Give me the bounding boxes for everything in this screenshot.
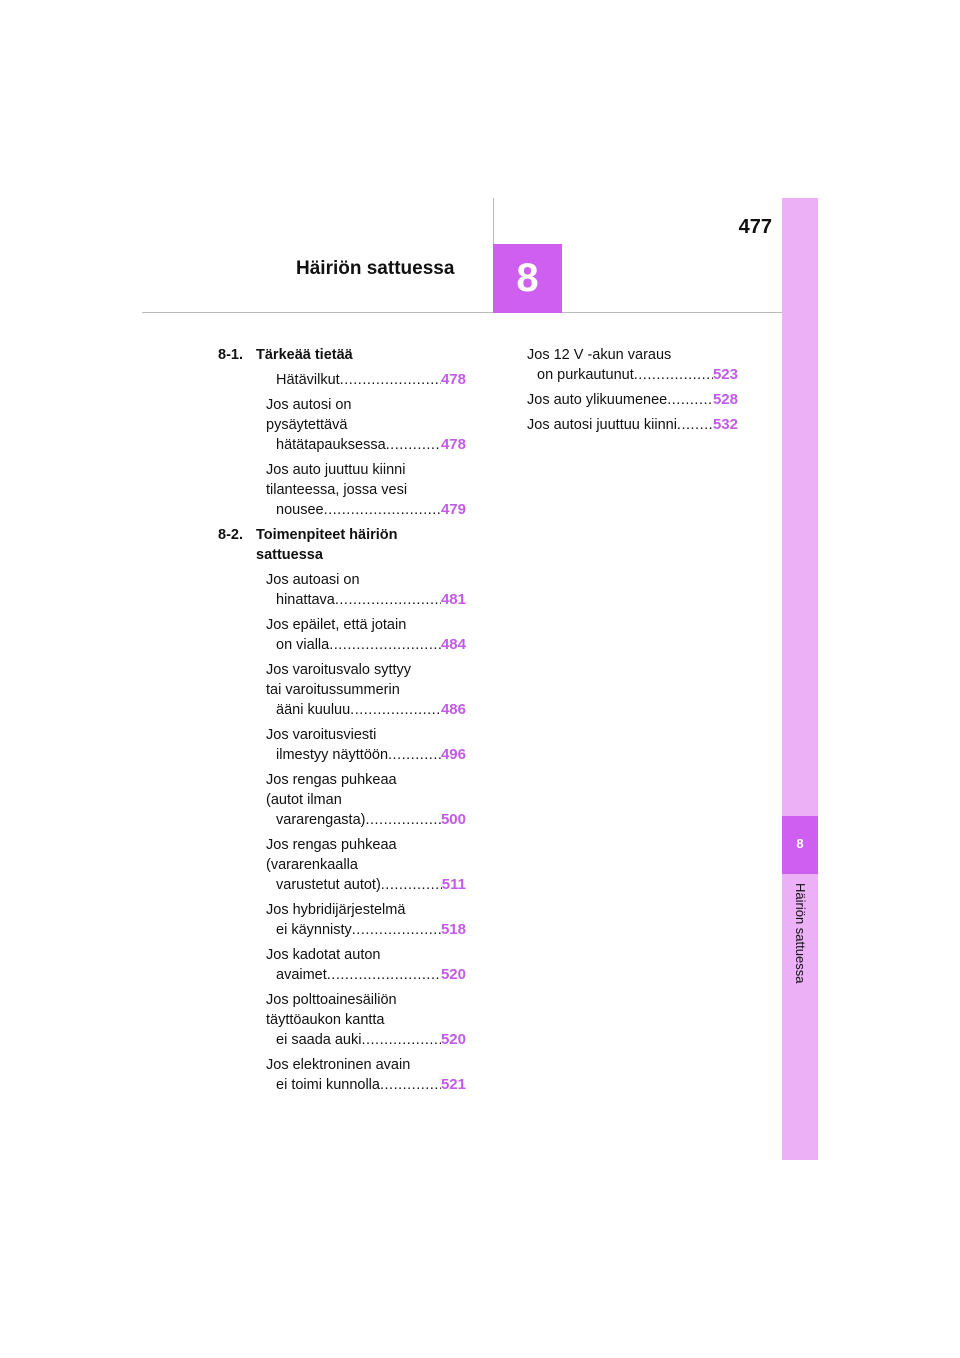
page-reference-link[interactable]: 520 [440,1031,466,1048]
side-tab-number: 8 [796,836,804,851]
toc-entry-last-line [527,365,738,385]
toc-entry[interactable] [218,725,466,765]
dot-leader [380,1075,441,1095]
toc-entry[interactable] [218,570,466,610]
toc-entry-text: ei käynnisty [276,922,352,938]
toc-entry-text: Jos autosi juuttuu kiinni [527,417,677,433]
toc-entry-last-line [266,590,466,610]
toc-entry-text: on purkautunut [537,367,634,383]
chapter-title: Häiriön sattuessa [296,258,455,279]
dot-leader [677,415,713,435]
page-reference-link[interactable]: 478 [440,371,466,388]
toc-entry-last-line [266,875,466,895]
toc-entry[interactable] [218,660,466,720]
toc-entry-title [266,615,466,635]
page-reference-link[interactable]: 478 [440,436,466,453]
toc-entry[interactable] [218,395,466,455]
chapter-number-box: 8 [493,244,562,313]
toc-right-column [527,345,738,440]
toc-entry-title [266,990,466,1030]
toc-entry-line: Jos autosi on [266,397,352,413]
side-tab-label: Häiriön sattuessa [793,883,808,984]
toc-section-heading [218,345,466,365]
toc-entry-text: on vialla [276,637,330,653]
toc-entry-text: ilmestyy näyttöön [276,747,389,763]
toc-entry-line: (vararenkaalla [266,857,358,873]
dot-leader [327,965,441,985]
dot-leader [365,810,441,830]
toc-entry-title [266,570,466,590]
toc-entry-line: Jos rengas puhkeaa [266,772,397,788]
side-tab-chapter-marker[interactable] [782,816,818,874]
toc-entry-title [266,835,466,875]
dot-leader [388,745,441,765]
toc-entry-last-line [266,500,466,520]
page-reference-link[interactable]: 496 [440,746,466,763]
toc-entry-last-line [266,920,466,940]
toc-entry-text: avaimet [276,967,327,983]
dot-leader [350,700,441,720]
toc-entry-line: Jos 12 V -akun varaus [527,347,672,363]
toc-entry[interactable] [218,770,466,830]
page-reference-link[interactable]: 484 [440,636,466,653]
toc-entry-last-line [527,415,738,435]
toc-entry-last-line [266,370,466,390]
toc-entry-line: Jos polttoainesäiliön [266,992,397,1008]
page-reference-link[interactable]: 481 [440,591,466,608]
toc-entry-line: Jos kadotat auton [266,947,381,963]
toc-entry-title [527,345,738,365]
toc-entry-line: Jos elektroninen avain [266,1057,411,1073]
toc-entry-text: hinattava [276,592,335,608]
dot-leader [381,875,442,895]
page-reference-link[interactable]: 520 [440,966,466,983]
page-reference-link[interactable]: 511 [441,876,466,893]
toc-entry-last-line [266,965,466,985]
toc-entry-line: Jos auto juuttuu kiinni [266,462,406,478]
toc-entry-last-line [266,635,466,655]
toc-entry-line: Jos autoasi on [266,572,360,588]
toc-entry-last-line [266,1030,466,1050]
toc-entry-last-line [266,435,466,455]
toc-entry[interactable] [527,345,738,385]
toc-entry-last-line [266,1075,466,1095]
dot-leader [324,500,441,520]
toc-entry[interactable] [218,990,466,1050]
toc-entry-line: Jos epäilet, että jotain [266,617,407,633]
toc-entry-line: tai varoitussummerin [266,682,400,698]
toc-entry-last-line [266,810,466,830]
toc-entry[interactable] [218,460,466,520]
toc-entry[interactable] [218,900,466,940]
dot-leader [634,365,713,385]
toc-entry[interactable] [218,615,466,655]
toc-entry-title [266,660,466,700]
toc-entry-title [266,1055,466,1075]
side-tab-strip [782,198,818,1160]
toc-entry[interactable] [218,835,466,895]
toc-entry-line: Jos varoitusviesti [266,727,377,743]
page-reference-link[interactable]: 532 [712,416,738,433]
page-reference-link[interactable]: 523 [712,366,738,383]
toc-entry-title [266,725,466,745]
toc-entry-line: täyttöaukon kantta [266,1012,385,1028]
toc-entry-text: vararengasta) [276,812,366,828]
toc-entry-last-line [266,700,466,720]
toc-entry[interactable] [218,1055,466,1095]
toc-entry-text: ei toimi kunnolla [276,1077,380,1093]
toc-entry-line: tilanteessa, jossa vesi [266,482,408,498]
toc-section-title-line: sattuessa [256,547,323,563]
toc-entry-line: pysäytettävä [266,417,348,433]
toc-entry-text: hätätapauksessa [276,437,386,453]
dot-leader [667,390,713,410]
dot-leader [340,370,441,390]
toc-entry-title [266,900,466,920]
page-reference-link[interactable]: 479 [440,501,466,518]
toc-entry-text: ei saada auki [276,1032,362,1048]
toc-entry-title [266,945,466,965]
page-reference-link[interactable]: 486 [440,701,466,718]
toc-entry-last-line [266,745,466,765]
toc-entry[interactable] [527,390,738,410]
dot-leader [352,920,441,940]
header-horizontal-rule [142,312,782,313]
header-vertical-rule [493,198,494,244]
toc-section-title [256,525,466,565]
dot-leader [329,635,441,655]
toc-entry-title [266,460,466,500]
page-number: 477 [738,216,772,238]
toc-left-column [218,345,466,1100]
dot-leader [386,435,441,455]
page-reference-link[interactable]: 521 [440,1076,466,1093]
toc-entry-line: Jos varoitusvalo syttyy [266,662,412,678]
dot-leader [335,590,441,610]
toc-entry-title [266,770,466,810]
toc-entry-line: Jos rengas puhkeaa [266,837,397,853]
toc-section-title-line: Tärkeää tietää [256,347,353,363]
page-reference-link[interactable]: 500 [440,811,466,828]
toc-entry-last-line [527,390,738,410]
toc-entry-title [266,395,466,435]
page-reference-link[interactable]: 528 [712,391,738,408]
toc-section-title-line: Toimenpiteet häiriön [256,527,398,543]
toc-entry[interactable] [218,945,466,985]
toc-section-number: 8-2. [218,527,243,543]
toc-entry-text: varustetut autot) [276,877,381,893]
toc-section-number: 8-1. [218,347,243,363]
toc-entry-text: nousee [276,502,324,518]
dot-leader [361,1030,441,1050]
toc-entry-line: (autot ilman [266,792,342,808]
toc-section-title [256,345,466,365]
page-reference-link[interactable]: 518 [440,921,466,938]
toc-entry-text: ääni kuuluu [276,702,351,718]
toc-entry-text: Jos auto ylikuumenee [527,392,668,408]
toc-entry-line: Jos hybridijärjestelmä [266,902,406,918]
toc-entry[interactable] [527,415,738,435]
toc-entry-text: Hätävilkut [276,372,340,388]
toc-section-heading [218,525,466,565]
toc-entry[interactable] [218,370,466,390]
